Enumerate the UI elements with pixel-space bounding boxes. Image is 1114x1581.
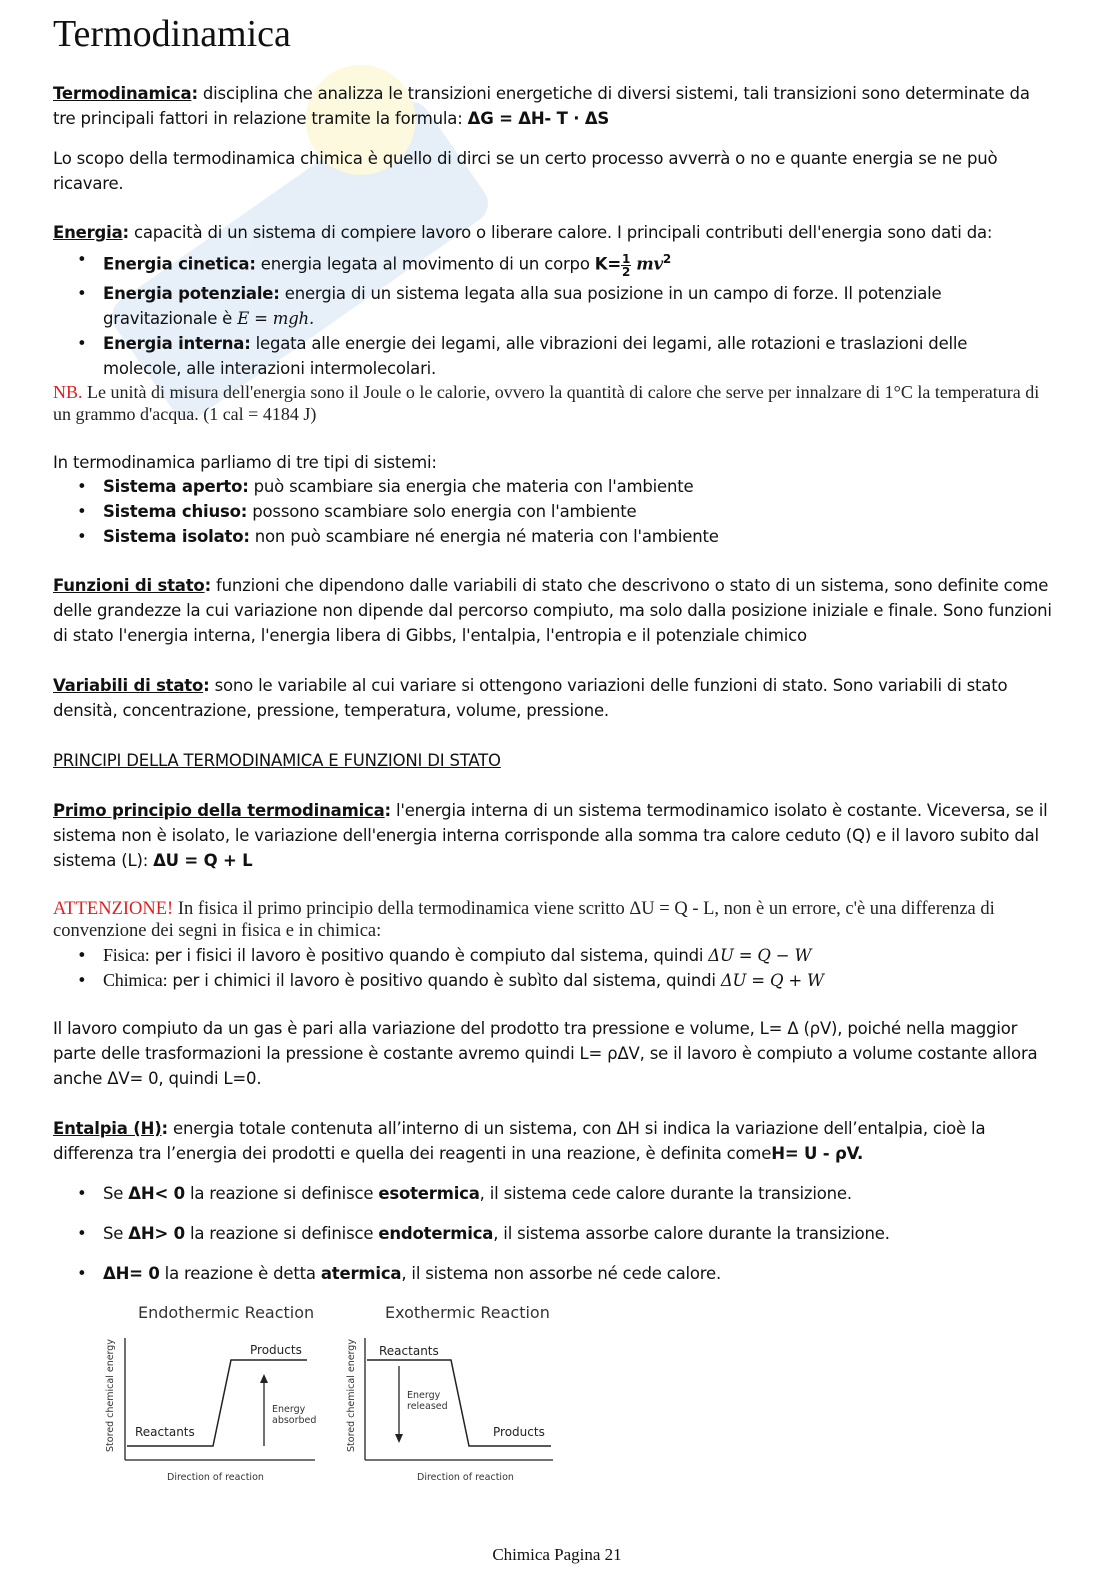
- formula-k: K=: [594, 254, 621, 274]
- note-nb: [53, 381, 1043, 425]
- condition: ΔH= 0: [103, 1264, 160, 1283]
- term-energia: Energia: [53, 223, 123, 242]
- formula-exponent: 2: [662, 252, 672, 266]
- energy-list: [53, 247, 1013, 381]
- fraction-denominator: 2: [622, 264, 631, 279]
- exothermic-diagram: [346, 1303, 553, 1483]
- systems-intro: In termodinamica parliamo di tre tipi di sistemi:: [53, 453, 437, 472]
- text: Se: [103, 1224, 129, 1243]
- colon: :: [203, 676, 210, 695]
- page-footer: Chimica Pagina 21: [492, 1545, 622, 1564]
- paragraph-text: l'energia interna di un sistema termodinamico isolato è costante. Viceversa, se il sistema non è isolato, le variazione dell'energia interna corrisponde alla somma tra calore ceduto (Q) e il lavoro subito dal sistema (L):: [53, 801, 1048, 870]
- enthalpy-list: [53, 1181, 1053, 1286]
- list-text: energia di un sistema legata alla sua posizione in un campo di forze. Il potenziale gravitazionale è: [103, 283, 942, 328]
- term-termodinamica: Termodinamica: [53, 84, 192, 103]
- fraction-numerator: 1: [622, 251, 631, 266]
- fraction-one-half: [621, 253, 631, 278]
- endo-arrow-label-2: absorbed: [272, 1415, 317, 1426]
- exo-arrow-label-1: Energy: [407, 1390, 441, 1401]
- text: la reazione è detta: [159, 1264, 321, 1283]
- attention-label: ATTENZIONE!: [53, 899, 174, 919]
- paragraph-text: capacità di un sistema di compiere lavoro o liberare calore. I principali contributi dell'energia sono dati da:: [128, 223, 993, 242]
- list-label: Energia cinetica:: [103, 254, 256, 274]
- exo-y-label: Stored chemical energy: [346, 1339, 357, 1452]
- term-first-principle: Primo principio della termodinamica: [53, 801, 385, 820]
- text: Se: [103, 1184, 129, 1203]
- reaction-diagrams: [105, 1300, 565, 1500]
- formula-physics: ΔU = Q − W: [708, 946, 812, 965]
- list-item-potential: [53, 281, 1013, 331]
- colon: :: [122, 223, 129, 242]
- list-item-isolated-system: [53, 524, 1053, 549]
- exo-title: Exothermic Reaction: [385, 1303, 550, 1322]
- formula-mv: mv: [636, 254, 663, 274]
- list-item-exothermic: [53, 1181, 1053, 1206]
- list-label: Energia potenziale:: [103, 283, 280, 303]
- list-label: Fisica:: [103, 945, 150, 965]
- list-item-open-system: [53, 474, 1053, 499]
- list-label: Sistema isolato:: [103, 527, 250, 546]
- nb-label: NB.: [53, 382, 83, 402]
- list-item-internal: [53, 331, 1013, 381]
- list-item-athermic: [53, 1261, 1053, 1286]
- nb-text: Le unità di misura dell'energia sono il Joule o le calorie, ovvero la quantità di calore che serve per innalzare di 1°C la temperatura di un grammo d'acqua. (1 cal = 4184 J): [53, 382, 1040, 424]
- endo-title: Endothermic Reaction: [138, 1303, 315, 1322]
- text: , il sistema non assorbe né cede calore.: [401, 1264, 722, 1283]
- endo-arrow-label-1: Energy: [272, 1404, 306, 1415]
- colon: :: [384, 801, 391, 820]
- term-enthalpy: Entalpia (H): [53, 1119, 162, 1138]
- term-state-variables: Variabili di stato: [53, 676, 204, 695]
- list-text: non può scambiare né energia né materia con l'ambiente: [249, 527, 719, 546]
- term-state-functions: Funzioni di stato: [53, 576, 205, 595]
- list-text: può scambiare sia energia che materia con l'ambiente: [248, 477, 694, 496]
- condition: ΔH> 0: [128, 1224, 185, 1243]
- list-label: Energia interna:: [103, 333, 251, 353]
- list-text: per i fisici il lavoro è positivo quando è compiuto dal sistema, quindi: [149, 946, 709, 965]
- paragraph-text: sono le variabile al cui variare si ottengono variazioni delle funzioni di stato. Sono variabili di stato densità, concentrazione, pressione, temperatura, volume, pressione.: [53, 676, 1008, 720]
- endo-y-label: Stored chemical energy: [105, 1339, 116, 1452]
- endo-x-label: Direction of reaction: [167, 1472, 264, 1483]
- endo-products-label: Products: [250, 1343, 302, 1357]
- colon: :: [161, 1119, 168, 1138]
- note-attention: [53, 898, 1013, 942]
- paragraph-energia: [53, 220, 1053, 245]
- list-text: possono scambiare solo energia con l'ambiente: [247, 502, 637, 521]
- list-label: Chimica:: [103, 970, 168, 990]
- exo-arrow-down-icon: [395, 1434, 403, 1443]
- endothermic-diagram: [105, 1303, 316, 1483]
- paragraph-text: energia totale contenuta all’interno di un sistema, con ΔH si indica la variazione dell’entalpia, cioè la differenza tra l’energia dei prodotti e quella dei reagenti in una reazione, è definita come: [53, 1119, 986, 1163]
- formula-gibbs: ΔG = ΔH- T · ΔS: [467, 109, 610, 128]
- reaction-kind: esotermica: [378, 1184, 480, 1203]
- list-item-kinetic: [53, 247, 1013, 278]
- paragraph-enthalpy: [53, 1116, 1053, 1166]
- paragraph-scope: Lo scopo della termodinamica chimica è quello di dirci se un certo processo avverrà o no e quante energia se ne può ricavare.: [53, 149, 998, 193]
- list-label: Sistema aperto:: [103, 477, 249, 496]
- formula-chemistry: ΔU = Q + W: [720, 971, 824, 990]
- condition: ΔH< 0: [128, 1184, 185, 1203]
- exo-products-label: Products: [493, 1425, 545, 1439]
- paragraph-first-principle: [53, 798, 1053, 873]
- endo-reactants-label: Reactants: [135, 1425, 195, 1439]
- list-text: energia legata al movimento di un corpo: [255, 254, 595, 274]
- colon: :: [204, 576, 211, 595]
- reaction-kind: endotermica: [378, 1224, 494, 1243]
- reaction-kind: atermica: [320, 1264, 402, 1283]
- conventions-list: [53, 943, 1053, 993]
- exo-x-label: Direction of reaction: [417, 1472, 514, 1483]
- list-item-chemistry: [53, 968, 1053, 993]
- formula-potential: E = mgh.: [237, 308, 315, 328]
- paragraph-state-variables: [53, 673, 1053, 723]
- text: la reazione si definisce: [184, 1184, 379, 1203]
- list-text: per i chimici il lavoro è positivo quando è subìto dal sistema, quindi: [167, 971, 721, 990]
- text: , il sistema assorbe calore durante la transizione.: [493, 1224, 890, 1243]
- list-text: legata alle energie dei legami, alle vibrazioni dei legami, alle rotazioni e traslazioni delle molecole, alle interazioni intermolecolari.: [103, 333, 968, 378]
- page-title: Termodinamica: [53, 13, 291, 55]
- attention-text: In fisica il primo principio della termodinamica viene scritto ΔU = Q - L, non è un errore, c'è una differenza di convenzione dei segni in fisica e in chimica:: [53, 899, 995, 941]
- endo-arrow-up-icon: [260, 1374, 268, 1383]
- formula-first-principle: ΔU = Q + L: [153, 851, 253, 870]
- paragraph-termodinamica: [53, 81, 1053, 131]
- paragraph-work: Il lavoro compiuto da un gas è pari alla variazione del prodotto tra pressione e volume, L= Δ (ρV), poiché nella maggior parte delle trasformazioni la pressione è costante avremo quindi L= ρΔV, se il lavoro è compiuto a volume costante allora anche ΔV= 0, quindi L=0.: [53, 1019, 1038, 1088]
- text: , il sistema cede calore durante la transizione.: [479, 1184, 852, 1203]
- list-item-endothermic: [53, 1221, 1053, 1246]
- list-item-closed-system: [53, 499, 1053, 524]
- exo-reactants-label: Reactants: [379, 1344, 439, 1358]
- list-label: Sistema chiuso:: [103, 502, 248, 521]
- text: la reazione si definisce: [184, 1224, 379, 1243]
- systems-list: [53, 474, 1053, 549]
- paragraph-text: funzioni che dipendono dalle variabili di stato che descrivono o stato di un sistema, sono definite come delle grandezze la cui variazione non dipende dal percorso compiuto, ma solo dalla posizione iniziale e finale. Sono funzioni di stato l'energia interna, l'energia libera di Gibbs, l'entalpia, l'entropia e il potenziale chimico: [53, 576, 1052, 645]
- list-item-physics: [53, 943, 1053, 968]
- paragraph-text: disciplina che analizza le transizioni energetiche di diversi sistemi, tali transizioni sono determinate da tre principali fattori in relazione tramite la formula:: [53, 84, 1030, 128]
- section-heading: PRINCIPI DELLA TERMODINAMICA E FUNZIONI DI STATO: [53, 751, 501, 770]
- colon: :: [191, 84, 198, 103]
- paragraph-state-functions: [53, 573, 1053, 648]
- formula-enthalpy: H= U - ρV.: [771, 1144, 864, 1163]
- exo-arrow-label-2: released: [407, 1401, 448, 1412]
